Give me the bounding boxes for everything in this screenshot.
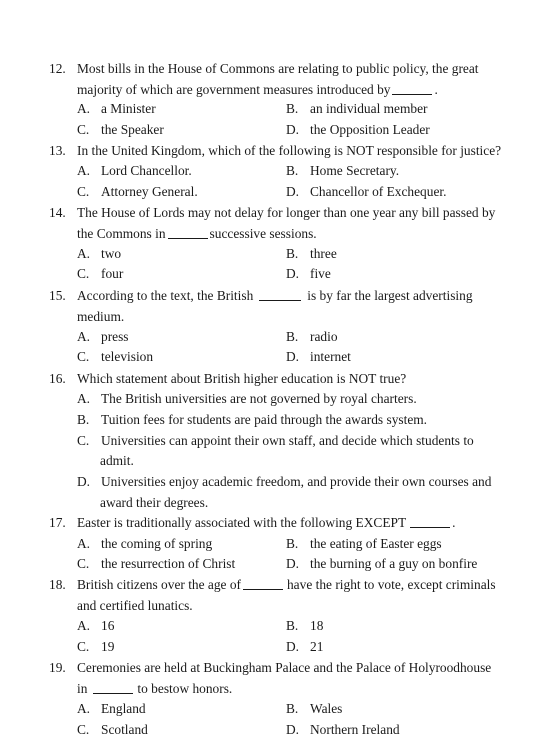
question-stem: Which statement about British higher education is NOT true?	[77, 371, 407, 386]
answer-blank[interactable]	[168, 226, 208, 239]
option-c[interactable]: C. television	[77, 349, 154, 364]
option-d[interactable]: D. the burning of a guy on bonfire	[286, 556, 478, 571]
option-a[interactable]: A. press	[77, 329, 129, 344]
option-c[interactable]: C. 19	[77, 639, 115, 654]
question-stem: According to the text, the British is by far the largest advertising	[77, 288, 473, 303]
question-stem: Ceremonies are held at Buckingham Palace and the Palace of Holyroodhouse	[77, 660, 492, 675]
option-d[interactable]: D. five	[286, 266, 331, 281]
question-stem: Most bills in the House of Commons are relating to public policy, the great	[77, 61, 479, 76]
answer-blank[interactable]	[392, 82, 432, 95]
question-stem: British citizens over the age of have the right to vote, except criminals	[77, 577, 496, 592]
option-b[interactable]: B. three	[286, 246, 337, 261]
answer-blank[interactable]	[259, 288, 301, 301]
question-number: 19.	[49, 660, 66, 675]
question-number: 12.	[49, 61, 66, 76]
option-b[interactable]: B. Home Secretary.	[286, 163, 400, 178]
option-a[interactable]: A. the coming of spring	[77, 536, 213, 551]
question-stem: Easter is traditionally associated with the following EXCEPT .	[77, 515, 456, 530]
option-c[interactable]: C. four	[77, 266, 124, 281]
option-b[interactable]: B. radio	[286, 329, 338, 344]
option-c[interactable]: C. the Speaker	[77, 122, 164, 137]
question-stem-cont: and certified lunatics.	[77, 598, 193, 613]
option-a[interactable]: A. England	[77, 701, 146, 716]
option-b[interactable]: B. Tuition fees for students are paid through the awards system.	[77, 412, 428, 427]
option-c[interactable]: C. Scotland	[77, 722, 148, 737]
question-number: 18.	[49, 577, 66, 592]
option-c[interactable]: C. Attorney General.	[77, 184, 198, 199]
question-stem-cont: majority of which are government measures introduced by .	[77, 82, 438, 97]
option-b[interactable]: B. 18	[286, 618, 324, 633]
option-d[interactable]: D. Universities enjoy academic freedom, and provide their own courses and	[77, 474, 492, 489]
option-d-cont: award their degrees.	[100, 495, 209, 510]
option-b[interactable]: B. the eating of Easter eggs	[286, 536, 442, 551]
option-d[interactable]: D. 21	[286, 639, 324, 654]
option-a[interactable]: A. a Minister	[77, 101, 156, 116]
answer-blank[interactable]	[243, 577, 283, 590]
option-b[interactable]: B. Wales	[286, 701, 343, 716]
question-number: 15.	[49, 288, 66, 303]
option-c[interactable]: C. the resurrection of Christ	[77, 556, 236, 571]
answer-blank[interactable]	[410, 515, 450, 528]
option-a[interactable]: A. Lord Chancellor.	[77, 163, 192, 178]
question-stem-cont: in to bestow honors.	[77, 681, 233, 696]
option-d[interactable]: D. internet	[286, 349, 351, 364]
question-number: 13.	[49, 143, 66, 158]
option-a[interactable]: A. 16	[77, 618, 115, 633]
answer-blank[interactable]	[93, 681, 133, 694]
option-d[interactable]: D. the Opposition Leader	[286, 122, 430, 137]
question-number: 16.	[49, 371, 66, 386]
option-a[interactable]: A. The British universities are not governed by royal charters.	[77, 391, 417, 406]
option-d[interactable]: D. Northern Ireland	[286, 722, 400, 737]
option-b[interactable]: B. an individual member	[286, 101, 428, 116]
question-number: 17.	[49, 515, 66, 530]
question-number: 14.	[49, 205, 66, 220]
option-c-cont: admit.	[100, 453, 134, 468]
question-stem: The House of Lords may not delay for longer than one year any bill passed by	[77, 205, 496, 220]
question-stem: In the United Kingdom, which of the following is NOT responsible for justice?	[77, 143, 502, 158]
question-stem-cont: the Commons in successive sessions.	[77, 226, 317, 241]
question-stem-cont: medium.	[77, 309, 125, 324]
option-a[interactable]: A. two	[77, 246, 122, 261]
option-d[interactable]: D. Chancellor of Exchequer.	[286, 184, 447, 199]
option-c[interactable]: C. Universities can appoint their own staff, and decide which students to	[77, 433, 474, 448]
